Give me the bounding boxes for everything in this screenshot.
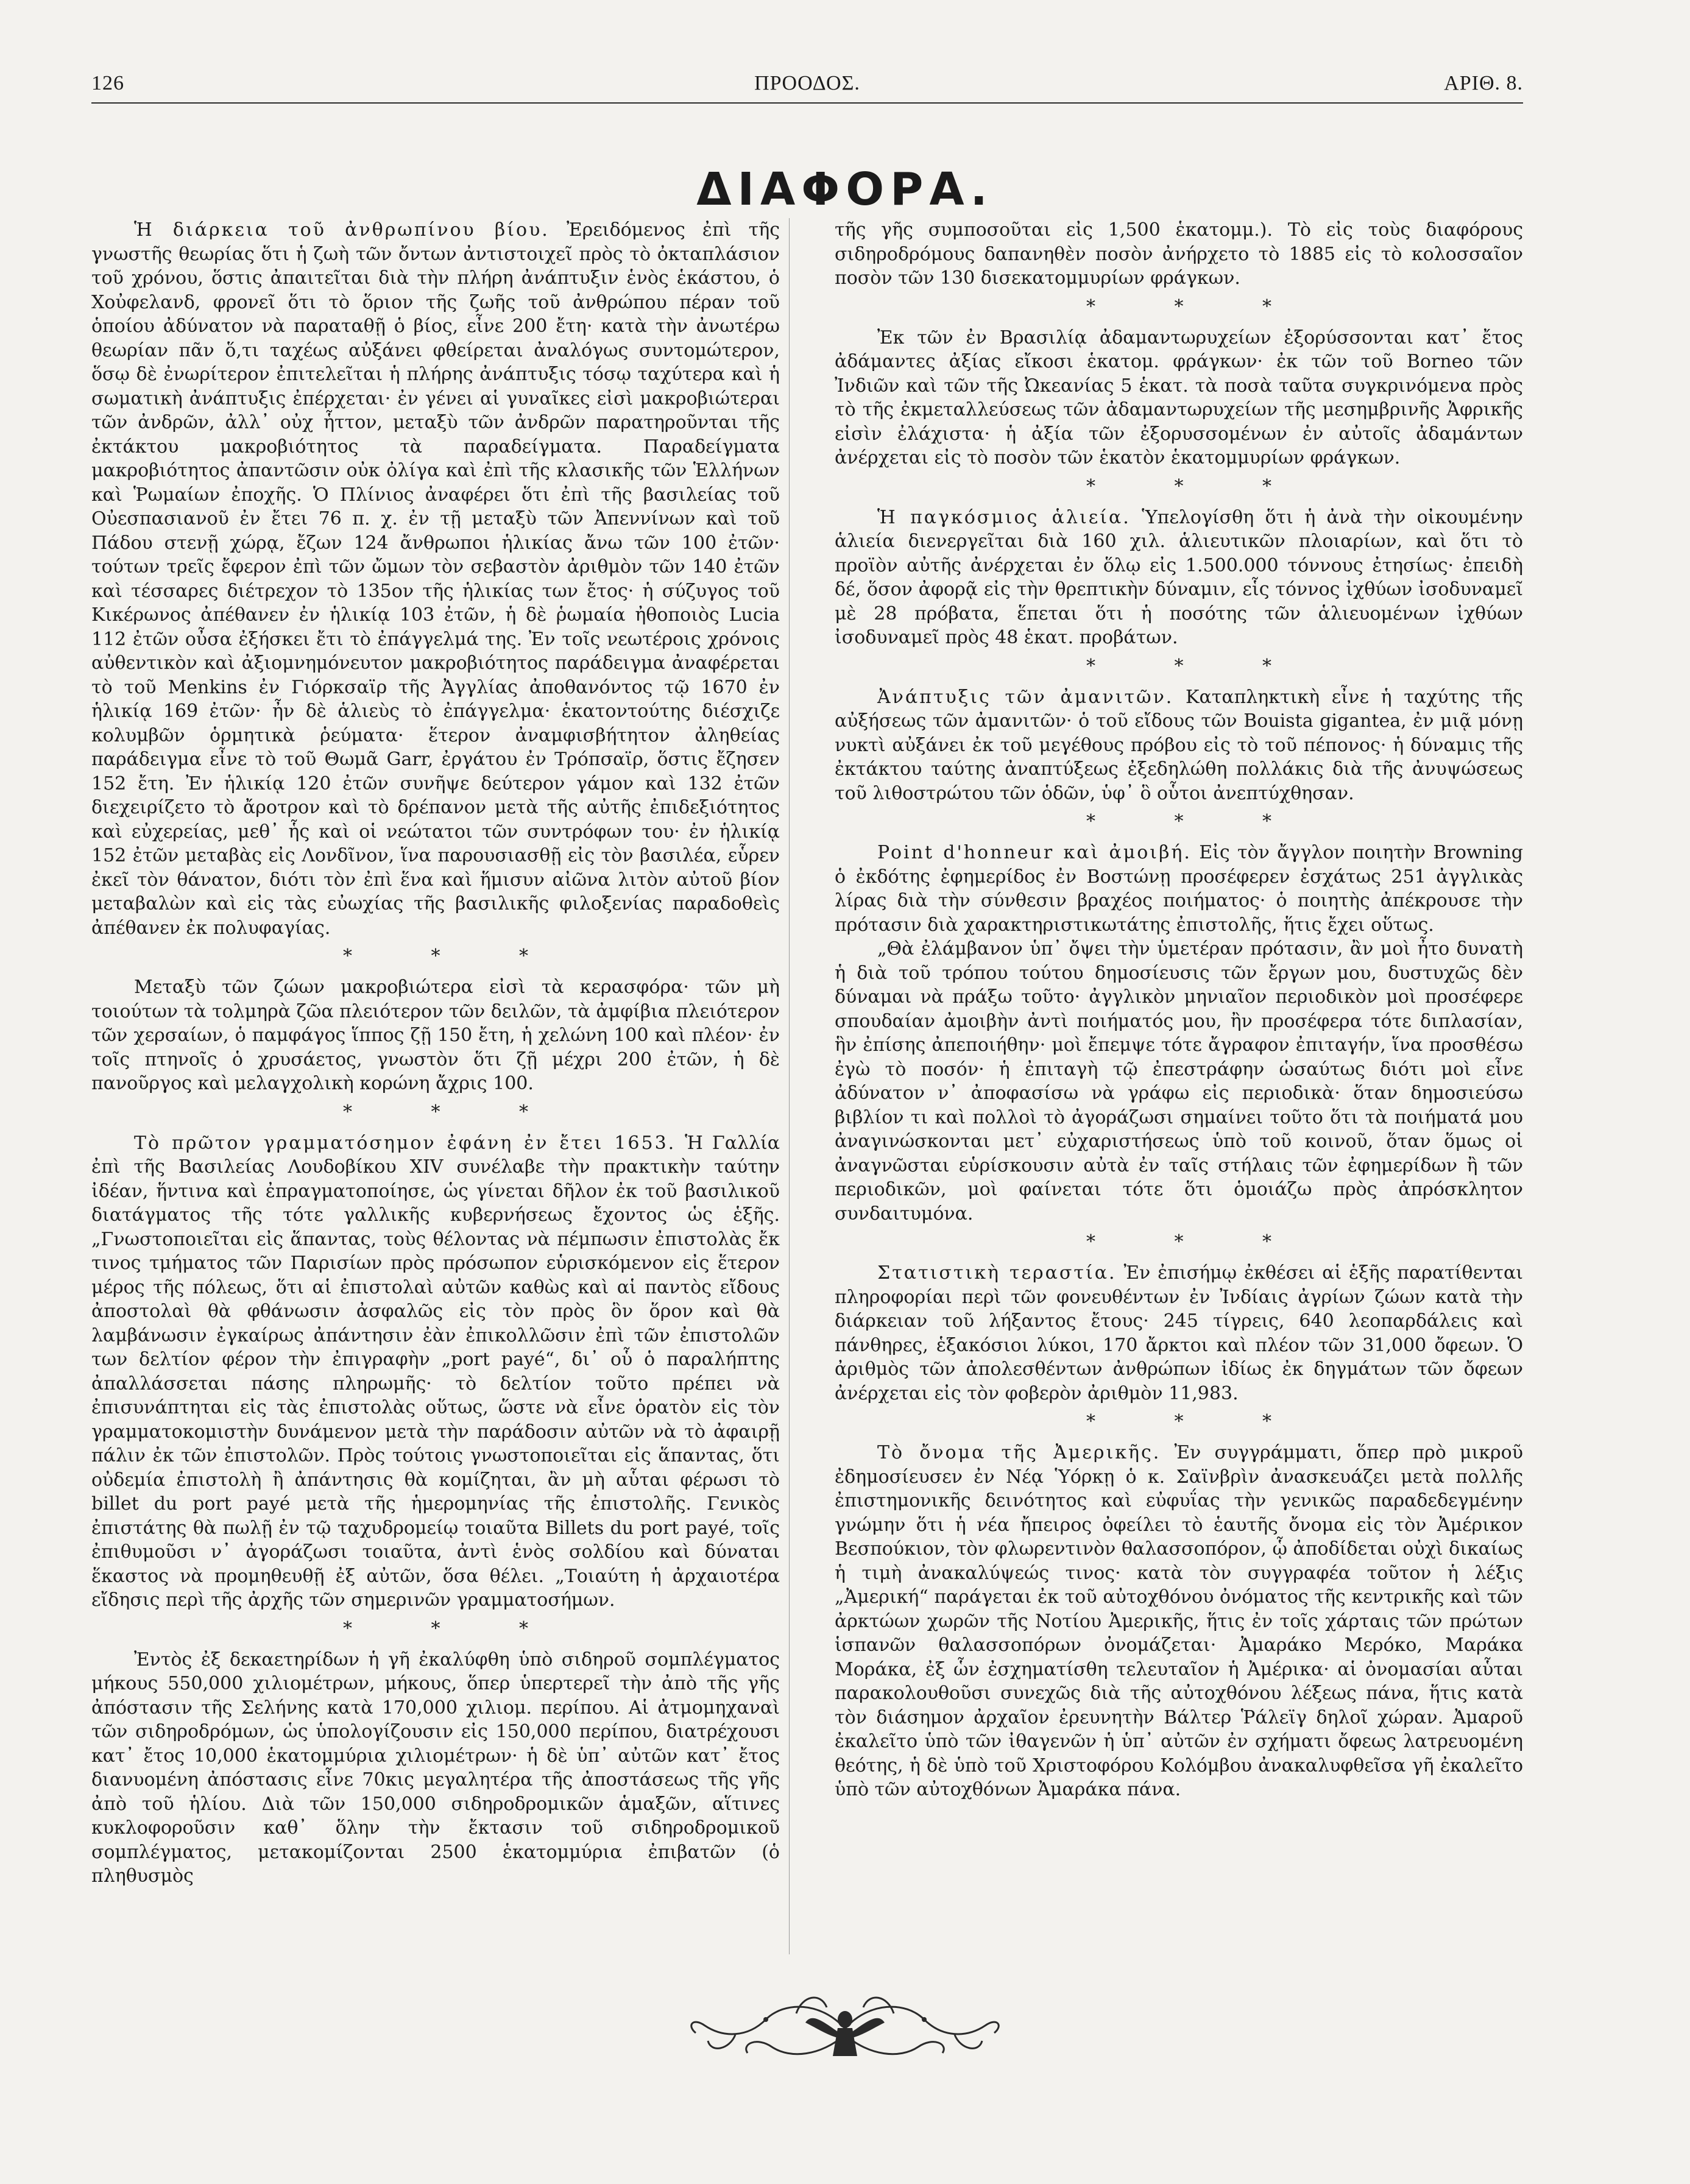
page-number: 126 bbox=[91, 72, 124, 94]
article-mushrooms bbox=[835, 685, 1523, 806]
section-separator: * * * bbox=[1086, 1411, 1309, 1432]
section-separator: * * * bbox=[1086, 295, 1309, 317]
article-statistics bbox=[835, 1261, 1523, 1405]
article-text: Ὑπελογίσθη ὅτι ἡ ἀνὰ τὴν οἰκουμένην ἁλιεία διενεργεῖται διὰ 160 χιλ. ἁλιευτικῶν πλοιαρίων, καὶ ὅτι τὸ προϊὸν αὐτῆς ἀνέρχεται ἐν ὅλῳ εἰς 1.500.000 τόννους ἐτησίως· ἐπειδὴ δέ, ὅσον ἀφορᾷ εἰς τὴν θρεπτικὴν δύναμιν, εἷς τόννος ἰχθύων ἰσοδυναμεῖ μὲ 28 πρόβατα, ἕπεται ὅτι ἡ ποσότης τῶν ἁλιευομένων ἰχθύων ἰσοδυναμεῖ πρὸς 48 ἑκατ. προβάτων. bbox=[835, 506, 1523, 648]
article-heading: Ἡ διάρκεια τοῦ ἀνθρωπίνου βίου. bbox=[134, 219, 550, 241]
left-column bbox=[91, 218, 780, 1954]
article-first-stamp bbox=[91, 1131, 780, 1613]
article-lifespan bbox=[91, 218, 780, 940]
article-railways bbox=[91, 1648, 780, 1889]
article-text: Ἐν συγγράμματι, ὅπερ πρὸ μικροῦ ἐδημοσίευσεν ἐν Νέᾳ Ὑόρκῃ ὁ κ. Σαϊνβρὶν ἀνασκευάζει μετὰ πολλῆς ἐπιστημονικῆς δεινότητος καὶ εὐφυΐας τὴν γενικῶς παραδεδεγμένην γνώμην ὅτι ἡ νέα ἤπειρος ὀφείλει τὸ ἑαυτῆς ὄνομα εἰς τὸν Ἀμέρικον Βεσπούκιον, τὸν φλωρεντινὸν θαλασσοπόρον, ᾧ ἀποδίδεται οὐχὶ δικαίως ἡ τιμὴ ἀνακαλύψεώς τινος· κατὰ τὸν συγγραφέα τοῦτον ἡ λέξις „Ἀμερική“ παράγεται ἐκ τοῦ αὐτοχθόνου ὀνόματος τῆς κεντρικῆς καὶ τῶν ἀρκτώων χωρῶν τῆς Νοτίου Ἀμερικῆς, ἥτις ἐν τοῖς χάρταις τῶν πρώτων ἱσπανῶν θαλασσοπόρων ὀνομάζεται· Ἀμαράκο Μερόκο, Μαράκα Μοράκα, ἐξ ὧν ἐσχηματίσθη τελευταῖον ἡ Ἀμέρικα· αἱ ὀνομασίαι αὗται παρακολουθοῦσι συνεχῶς διὰ τῆς αὐτοχθόνου λέξεως πάνα, ἥτις κατὰ τὸν διάσημον ἀρχαῖον ἐρευνητὴν Βάλτερ Ῥάλεϊγ δηλοῖ χώραν. Ἀμαροῦ ἐκαλεῖτο ὑπὸ τῶν ἰθαγενῶν ἡ ὑπ᾽ αὐτῶν ἐν σχήματι ὄφεως λατρευομένη θεότης, ἡ δὲ ὑπὸ τοῦ Χριστοφόρου Κολόμβου ἀνακαλυφθεῖσα γῆ ἐκαλεῖτο ὑπὸ τῶν αὐτοχθόνων Ἀμαράκα πάνα. bbox=[835, 1442, 1523, 1800]
article-heading: Τὸ ὄνομα τῆς Ἀμερικῆς. bbox=[877, 1442, 1161, 1463]
article-text: Ἐκ τῶν ἐν Βρασιλίᾳ ἀδαμαντωρυχείων ἐξορύσσονται κατ᾽ ἔτος ἀδάμαντες ἀξίας εἴκοσι ἑκατομ. φράγκων· ἐκ τῶν τοῦ Borneo τῶν Ἰνδιῶν καὶ τῶν τῆς Ὠκεανίας 5 ἑκατ. τὰ ποσὰ ταῦτα συγκρινόμενα πρὸς τὸ τῆς ἐκμεταλλεύσεως τῶν ἀδαμαντωρυχείων τῆς μεσημβρινῆς Ἀφρικῆς εἰσὶν ἐλάχιστα· ἡ ἀξία τῶν ἐξορυσσομένων ἐν αὐτοῖς ἀδαμάντων ἀνέρχεται εἰς τὸ ποσὸν τῶν ἑκατὸν ἑκατομμυρίων φράγκων. bbox=[835, 327, 1523, 468]
article-text: Ἐν ἐπισήμῳ ἐκθέσει αἱ ἑξῆς παρατίθενται πληροφορίαι περὶ τῶν φονευθέντων ἐν Ἰνδίαις ἀγρίων ζώων κατὰ τὴν διάρκειαν τοῦ λήξαντος ἔτους· 245 τίγρεις, 640 λεοπαρδάλεις καὶ πάνθηρες, ἑξακόσιοι λύκοι, 170 ἄρκτοι καὶ πλέον τῶν 31,000 ὄφεων. Ὁ ἀριθμὸς τῶν ἀπολεσθέντων ἀνθρώπων ἰδίως ἐκ δηγμάτων τῶν ὄφεων ἀνέρχεται εἰς τὸν φοβερὸν ἀριθμὸν 11,983. bbox=[835, 1262, 1523, 1404]
article-heading: Στατιστικὴ τεραστία. bbox=[877, 1262, 1117, 1284]
section-separator: * * * bbox=[342, 1617, 565, 1639]
article-columns bbox=[91, 218, 1523, 1954]
article-animals-longevity bbox=[91, 975, 780, 1096]
article-diamonds bbox=[835, 326, 1523, 470]
article-text: Ἐρειδόμενος ἐπὶ τῆς γνωστῆς θεωρίας ὅτι ἡ ζωὴ τῶν ὄντων ἀντιστοιχεῖ πρὸς τὸ ὀκταπλάσιον τοῦ χρόνου, ὅστις ἀπαιτεῖται διὰ τὴν πλήρη ἀνάπτυξιν ἑνὸς ἑκάστου, ὁ Χοὐφελανδ, φρονεῖ ὅτι τὸ ὅριον τῆς ζωῆς τοῦ ἀνθρώπου πέραν τοῦ ὁποίου ἀδύνατον νὰ παραταθῇ ὁ βίος, εἶνε 200 ἔτη· κατὰ τὴν ἀνωτέρω θεωρίαν πᾶν ὅ,τι ταχέως αὐξάνει φθείρεται ἀναλόγως συντομώτερον, ὅσῳ δὲ ἐνωρίτερον ἐπιτελεῖται ἡ πλήρης ἀνάπτυξις τόσῳ ταχύτερα καὶ ἡ σωματικὴ ἀνάπτυξις ἐπέρχεται· ἐν γένει αἱ γυναῖκες εἰσὶ μακροβιώτεραι τῶν ἀνδρῶν, ἀλλ᾽ οὐχ ἧττον, μεταξὺ τῶν ἀνδρῶν παρατηροῦνται τῆς ἐκτάκτου μακροβιότητος τὰ παραδείγματα. Παραδείγματα μακροβιότητος ἀπαντῶσιν οὐκ ὀλίγα καὶ ἐπὶ τῆς κλασικῆς τῶν Ἑλλήνων καὶ Ῥωμαίων ἐποχῆς. Ὁ Πλίνιος ἀναφέρει ὅτι ἐπὶ τῆς βασιλείας τοῦ Οὐεσπασιανοῦ ἐν ἔτει 76 π. χ. ἐν τῇ μεταξὺ τῶν Ἀπεννίνων καὶ τοῦ Πάδου στενῇ χώρᾳ, ἔζων 124 ἄνθρωποι ἡλικίας ἄνω τῶν 100 ἐτῶν· τούτων τρεῖς ἔφερον ἐπὶ τῶν ὤμων τὸν σεβαστὸν ἀριθμὸν τῶν 140 ἐτῶν καὶ τέσσαρες διέτρεχον τὸ 135ον τῆς ἡλικίας των ἔτος· ἡ σύζυγος τοῦ Κικέρωνος ἀπέθανεν ἐν ἡλικίᾳ 103 ἐτῶν, ἡ δὲ ῥωμαία ἠθοποιὸς Lucia 112 ἐτῶν οὖσα ἐξήσκει ἔτι τὸ ἐπάγγελμά της. Ἐν τοῖς νεωτέροις χρόνοις αὐθεντικὸν καὶ ἀξιομνημόνευτον μακροβιότητος παράδειγμα ἀναφέρεται τὸ τοῦ Menkins ἐν Γιόρκσαϊρ τῆς Ἀγγλίας ἀποθανόντος τῷ 1670 ἐν ἡλικίᾳ 169 ἐτῶν· ἦν δὲ ἁλιεὺς τὸ ἐπάγγελμα· ἑκατοντούτης διέσχιζε κολυμβῶν ὁρμητικὰ ῥεύματα· ἕτερον ἀναμφισβήτητον ἀληθείας παράδειγμα εἶνε τὸ τοῦ Θωμᾶ Garr, ἐργάτου ἐν Τρόπσαϊρ, ὅστις ἔζησεν 152 ἔτη. Ἐν ἡλικίᾳ 120 ἐτῶν συνῆψε δεύτερον γάμον καὶ 132 ἐτῶν διεχειρίζετο τὸ ἄροτρον καὶ τὸ δρέπανον μετὰ τῆς αὐτῆς ἐπιδεξιότητος καὶ εὐχερείας, μεθ᾽ ἧς καὶ οἱ νεώτατοι τῶν συντρόφων του· ἐν ἡλικίᾳ 152 ἐτῶν μεταβὰς εἰς Λονδῖνον, ἵνα παρουσιασθῇ εἰς τὸν βασιλέα, εὗρεν ἐκεῖ τὸν θάνατον, διότι τὸν ἐπὶ ἕνα καὶ ἥμισυν αἰῶνα λιτὸν αὐτοῦ βίον μεταβαλὼν καὶ εἰς τὰς εὐωχίας τῆς βασιλικῆς φιλοξενίας παραδοθεὶς ἀπέθανεν ἐκ πολυφαγίας. bbox=[91, 219, 780, 939]
article-heading: Τὸ πρῶτον γραμματόσημον ἐφάνη ἐν ἔτει 1653. bbox=[134, 1132, 676, 1154]
section-separator: * * * bbox=[342, 945, 565, 967]
page-title: ΔΙΑΦΟΡΑ. bbox=[696, 163, 994, 216]
article-text: Καταπληκτικὴ εἶνε ἡ ταχύτης τῆς αὐξήσεως τῶν ἀμανιτῶν· ὁ τοῦ εἴδους τῶν Bouista gigantea, ἐν μιᾷ μόνῃ νυκτὶ αὐξάνει ἐκ τοῦ μεγέθους πρόβου εἰς τὸ τοῦ πέπονος· ἡ δύναμις τῆς ἐκτάκτου ταύτης ἀναπτύξεως ἐξεδηλώθη πολλάκις διὰ τῆς ἀνυψώσεως τοῦ λιθοστρώτου τῶν ὁδῶν, ὑφ᾽ ὃ οὗτοι ἀνεπτύχθησαν. bbox=[835, 686, 1523, 804]
header-rule bbox=[91, 102, 1523, 104]
article-text: τῆς γῆς συμποσοῦται εἰς 1,500 ἑκατομμ.). Τὸ εἰς τοὺς διαφόρους σιδηροδρόμους δαπανηθὲν ποσὸν ἀνήρχετο τὸ 1885 εἰς τὸ κολοσσαῖον ποσὸν τῶν 130 δισεκατομμυρίων φράγκων. bbox=[835, 219, 1523, 289]
right-column bbox=[835, 218, 1523, 1954]
article-point-honneur bbox=[835, 841, 1523, 937]
article-america-name bbox=[835, 1441, 1523, 1802]
journal-title: ΠΡΟΟΔΟΣ. bbox=[754, 72, 860, 94]
section-separator: * * * bbox=[342, 1101, 565, 1123]
article-heading: Point d'honneur καὶ ἀμοιβή. bbox=[877, 842, 1192, 863]
section-separator: * * * bbox=[1086, 1231, 1309, 1253]
article-text: Ἐντὸς ἐξ δεκαετηρίδων ἡ γῆ ἐκαλύφθη ὑπὸ σιδηροῦ σομπλέγματος μήκους 550,000 χιλιομέτρων, μήκους, ὅπερ ὑπερτερεῖ τὴν ἀπὸ τῆς γῆς ἀπόστασιν τῆς Σελήνης κατὰ 170,000 χιλιομ. περίπου. Αἱ ἀτμομηχαναὶ τῶν σιδηροδρόμων, ὡς ὑπολογίζουσιν εἰς 150,000 περίπου, διατρέχουσι κατ᾽ ἔτος 10,000 ἑκατομμύρια χιλιομέτρων· ἡ δὲ ὑπ᾽ αὐτῶν κατ᾽ ἔτος διανυομένη ἀπόστασις εἶνε 70κις μεγαλητέρα τῆς ἀποστάσεως τῆς γῆς ἀπὸ τοῦ ἡλίου. Διὰ τῶν 150,000 σιδηροδρομικῶν ἁμαξῶν, αἵτινες κυκλοφοροῦσιν καθ᾽ ὅλην τὴν ἔκτασιν τοῦ σιδηροδρομικοῦ σομπλέγματος, μετακομίζονται 2500 ἑκατομμύρια ἐπιβατῶν (ὁ πληθυσμὸς bbox=[91, 1649, 780, 1887]
article-text: Ἡ Γαλλία ἐπὶ τῆς Βασιλείας Λουδοβίκου XIV συνέλαβε τὴν πρακτικὴν ταύτην ἰδέαν, ἥντινα καὶ ἐπραγματοποίησε, ὡς γίνεται δῆλον ἐκ τοῦ βασιλικοῦ διατάγματος τῆς τότε γαλλικῆς κυβερνήσεως ἔχοντος ὡς ἑξῆς. „Γνωστοποιεῖται εἰς ἅπαντας, τοὺς θέλοντας νὰ πέμπωσιν ἐπιστολὰς ἔκ τινος τμήματος τῶν Παρισίων πρὸς πρόσωπον εὑρισκόμενον εἰς ἕτερον μέρος τῆς πόλεως, ὅτι αἱ ἐπιστολαὶ αὐτῶν καθὼς καὶ αἱ παντὸς εἴδους ἀποστολαὶ θὰ φθάνωσιν ἀσφαλῶς εἰς τὸν πρὸς ὃν ὅρον καὶ θὰ λαμβάνωσιν ἐγκαίρως ἀπάντησιν ἐὰν ἐπικολλῶσιν ἐπὶ τῶν ἐπιστολῶν των δελτίον φέρον τὴν ἐπιγραφὴν „port payé“, δι᾽ οὗ ὁ παραλήπτης ἀπαλλάσσεται πάσης πληρωμῆς· τὸ δελτίον τοῦτο πρέπει νὰ ἐπισυνάπτηται εἰς τὰς ἐπιστολὰς οὕτως, ὥστε νὰ εἶνε ὁρατὸν εἰς τὸν γραμματοκομιστὴν δυνάμενον μετὰ τὴν παράδοσιν αὐτῶν νὰ τὸ ἀφαιρῇ πάλιν ἐκ τῶν ἐπιστολῶν. Πρὸς τούτοις γνωστοποιεῖται εἰς ἅπαντας, ὅτι οὐδεμία ἐπιστολὴ ἢ ἀπάντησις θὰ κομίζηται, ἂν μὴ αὗται φέρωσι τὸ billet du port payé μετὰ τῆς ἡμερομηνίας τῆς ἐπιστολῆς. Γενικὸς ἐπιστάτης θὰ πωλῇ ἐν τῷ ταχυδρομείῳ τοιαῦτα Billets du port payé, τοῖς ἐπιθυμοῦσι ν᾽ ἀγοράζωσι τοιαῦτα, ἀντὶ ἑνὸς σολδίου καὶ δύναται ἕκαστος νὰ προμηθευθῇ ἐξ αὐτῶν, ὅσα θέλει. „Τοιαύτη ἡ ἀρχαιοτέρα εἴδησις περὶ τῆς ἀρχῆς τῶν σημερινῶν γραμματοσήμων. bbox=[91, 1132, 780, 1611]
tailpiece-ornament-icon bbox=[0, 1977, 1690, 2083]
article-heading: Ἡ παγκόσμιος ἁλιεία. bbox=[877, 506, 1131, 528]
article-heading: Ἀνάπτυξις τῶν ἀμανιτῶν. bbox=[877, 686, 1174, 708]
article-text: Εἰς τὸν ἄγγλον ποιητὴν Browning ὁ ἐκδότης ἐφημερίδος ἐν Βοστώνῃ προσέφερεν ἐσχάτως 251 ἀγγλικὰς λίρας διὰ τὴν σύνθεσιν βραχέος ποιήματος· ὁ ποιητὴς ἀπέκρουσε τὴν πρότασιν διὰ χαρακτηριστικωτάτης ἐπιστολῆς, ἥτις ἔχει οὕτως. bbox=[835, 842, 1523, 936]
article-fishing bbox=[835, 506, 1523, 650]
section-separator: * * * bbox=[1086, 475, 1309, 497]
issue-number: ΑΡΙΘ. 8. bbox=[1444, 72, 1523, 94]
article-browning-letter bbox=[835, 937, 1523, 1226]
article-railways-continued bbox=[835, 218, 1523, 291]
article-text: „Θὰ ἐλάμβανον ὑπ᾽ ὄψει τὴν ὑμετέραν πρότασιν, ἂν μοὶ ἦτο δυνατὴ ἡ διὰ τοῦ τρόπου τούτου δημοσίευσις τῶν ἔργων μου, δυστυχῶς δὲν δύναμαι νὰ πράξω τοῦτο· ἀγγλικὸν μηνιαῖον περιοδικὸν μοὶ προσέφερε σπουδαίαν ἀμοιβὴν ἀντὶ ποιήματός μου, ἢν προσέφερα τότε διπλασίαν, ἣν ἐπίσης ἀπεποιήθην· μοὶ ἔπεμψε τότε ἄγραφον ἐπιταγήν, ἵνα προσθέσω ἐγὼ τὸ ποσόν· ἡ ἐπιταγὴ τῷ ἐπεστράφην ὡσαύτως διότι μοὶ εἶνε ἀδύνατον ν᾽ ἀποφασίσω νὰ γράφω εἰς περιοδικὰ· ὅταν δημοσιεύσω βιβλίον τι καὶ πολλοὶ τὸ ἀγοράζωσι σημαίνει τοῦτο ὅτι τὰ ποιήματά μου ἀναγινώσκονται μετ᾽ εὐχαριστήσεως ὑπὸ τοῦ κοινοῦ, ὅταν ὅμως οἱ ἀναγνῶσται εὑρίσκουσιν αὐτὰ ἐν ταῖς στήλαις τῶν ἐφημερίδων ἢ τῶν περιοδικῶν, μοὶ φαίνεται τότε ὅτι ὁμοιάζω πρὸς ἀπρόσκλητον συνδαιτυμόνα. bbox=[835, 938, 1523, 1225]
article-text: Μεταξὺ τῶν ζώων μακροβιώτερα εἰσὶ τὰ κερασφόρα· τῶν μὴ τοιούτων τὰ τολμηρὰ ζῶα πλειότερον τῶν δειλῶν, τὰ ἀμφίβια πλειότερον τῶν χερσαίων, ὁ παμφάγος ἵππος ζῇ 150 ἔτη, ἡ χελώνη 100 καὶ πλέον· ἐν τοῖς πτηνοῖς ὁ χρυσάετος, γνωστὸν ὅτι ζῇ μέχρι 200 ἐτῶν, ἡ δὲ πανοῦργος καὶ μελαγχολικὴ κορώνη ἄχρις 100. bbox=[91, 977, 780, 1094]
section-separator: * * * bbox=[1086, 811, 1309, 832]
section-separator: * * * bbox=[1086, 655, 1309, 677]
